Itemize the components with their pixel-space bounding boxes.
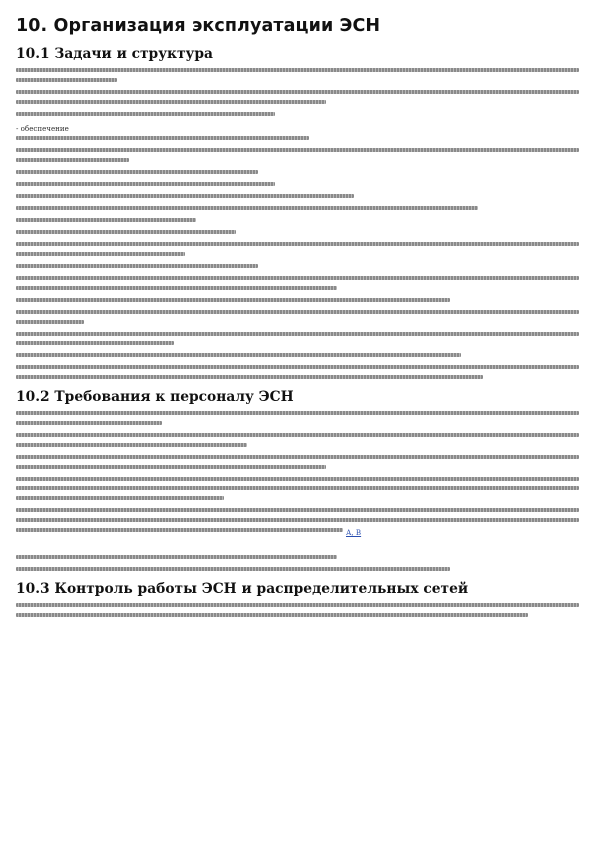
text-line-placeholder bbox=[16, 353, 461, 357]
text-line-placeholder bbox=[16, 100, 326, 104]
text-line-placeholder bbox=[16, 158, 129, 162]
paragraph bbox=[16, 90, 579, 104]
text-line-placeholder bbox=[16, 170, 258, 174]
text-line-placeholder bbox=[16, 242, 579, 246]
paragraph bbox=[16, 508, 579, 547]
text-line-placeholder bbox=[16, 90, 579, 94]
text-line-placeholder bbox=[16, 433, 579, 437]
text-line-placeholder bbox=[16, 443, 247, 447]
text-line-placeholder bbox=[16, 286, 337, 290]
section-heading: 10.1 Задачи и структура bbox=[16, 46, 213, 62]
text-line-placeholder bbox=[16, 194, 354, 198]
paragraph bbox=[16, 148, 579, 162]
text-line-placeholder bbox=[16, 182, 275, 186]
paragraph bbox=[16, 353, 579, 357]
text-line-placeholder bbox=[16, 230, 236, 234]
text-line-placeholder bbox=[16, 276, 579, 280]
text-line-placeholder bbox=[16, 603, 579, 607]
text-line-placeholder bbox=[16, 508, 579, 512]
paragraph bbox=[16, 455, 579, 469]
paragraph bbox=[16, 182, 579, 186]
paragraph bbox=[16, 411, 579, 425]
text-line-placeholder bbox=[16, 528, 343, 532]
paragraph bbox=[16, 332, 579, 346]
paragraph bbox=[16, 264, 579, 268]
text-line-placeholder bbox=[16, 465, 326, 469]
paragraph bbox=[16, 276, 579, 290]
paragraph bbox=[16, 567, 579, 571]
paragraph bbox=[16, 298, 579, 302]
paragraph bbox=[16, 206, 579, 210]
paragraph bbox=[16, 68, 579, 82]
text-line-placeholder bbox=[16, 206, 478, 210]
paragraph bbox=[16, 555, 579, 559]
appendix-link[interactable]: А, В bbox=[346, 527, 362, 537]
paragraph bbox=[16, 603, 579, 617]
text-line-placeholder bbox=[16, 477, 579, 481]
text-line-placeholder bbox=[16, 264, 258, 268]
page-title: 10. Организация эксплуатации ЭСН bbox=[16, 16, 381, 36]
paragraph bbox=[16, 194, 579, 198]
paragraph bbox=[16, 310, 579, 324]
paragraph bbox=[16, 170, 579, 174]
text-line-placeholder bbox=[16, 365, 579, 369]
paragraph bbox=[16, 112, 579, 116]
text-line-placeholder bbox=[16, 252, 185, 256]
text-line-placeholder bbox=[16, 310, 579, 314]
paragraph bbox=[16, 477, 579, 501]
text-line-placeholder bbox=[16, 112, 275, 116]
text-line-placeholder bbox=[16, 486, 579, 490]
section-heading: 10.3 Контроль работы ЭСН и распределительных сетей bbox=[16, 581, 469, 598]
text-line-placeholder bbox=[16, 518, 579, 522]
text-line-placeholder bbox=[16, 613, 528, 617]
text-line-placeholder bbox=[16, 567, 450, 571]
text-line-placeholder bbox=[16, 555, 337, 559]
text-line-placeholder bbox=[16, 218, 196, 222]
text-line-placeholder bbox=[16, 341, 174, 345]
paragraph bbox=[16, 433, 579, 447]
paragraph bbox=[16, 124, 579, 141]
text-line-placeholder bbox=[16, 136, 309, 140]
document-content bbox=[16, 46, 579, 617]
text-line-placeholder bbox=[16, 496, 224, 500]
text-line-placeholder bbox=[16, 78, 117, 82]
paragraph-text: - обеспечение bbox=[16, 123, 69, 133]
text-line-placeholder bbox=[16, 421, 162, 425]
text-line-placeholder bbox=[16, 298, 450, 302]
paragraph bbox=[16, 230, 579, 234]
text-line-placeholder bbox=[16, 320, 84, 324]
text-line-placeholder bbox=[16, 68, 579, 72]
text-line-placeholder bbox=[16, 455, 579, 459]
section-heading: 10.2 Требования к персоналу ЭСН bbox=[16, 389, 294, 406]
text-line-placeholder bbox=[16, 375, 483, 379]
text-line-placeholder bbox=[16, 148, 579, 152]
paragraph bbox=[16, 218, 579, 222]
paragraph bbox=[16, 242, 579, 256]
text-line-placeholder bbox=[16, 411, 579, 415]
text-line-placeholder bbox=[16, 332, 579, 336]
paragraph bbox=[16, 365, 579, 379]
